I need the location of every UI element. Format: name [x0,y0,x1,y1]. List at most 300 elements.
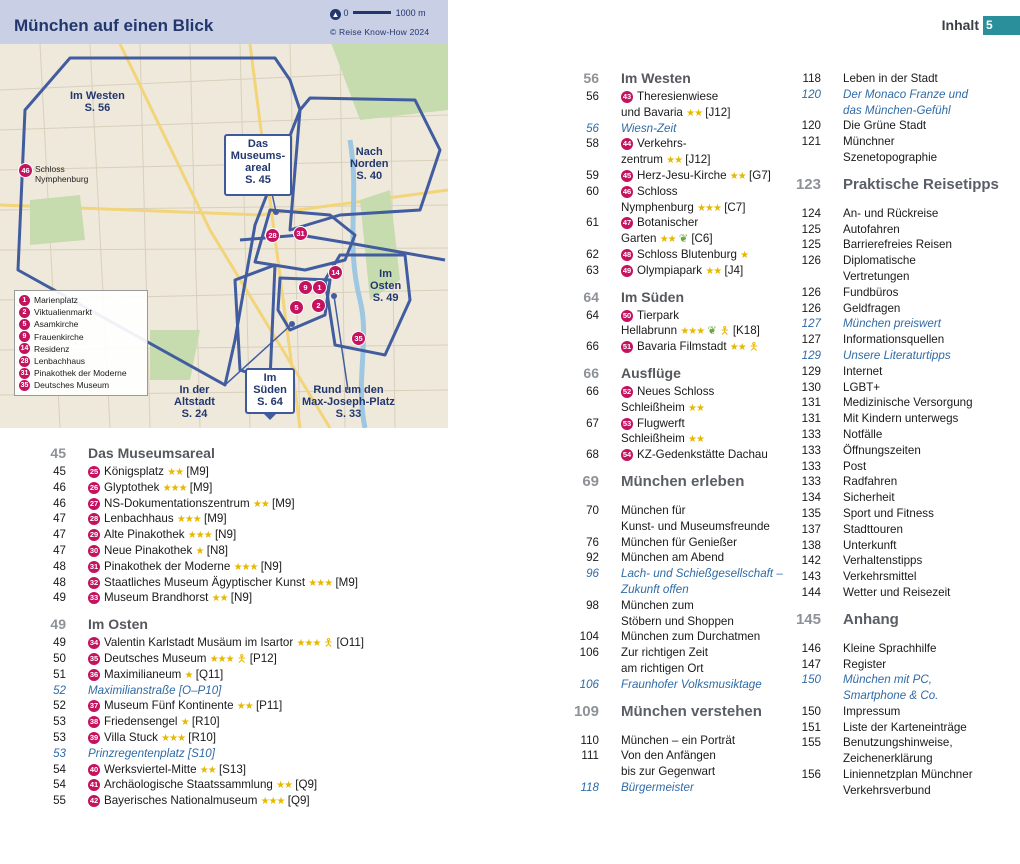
toc-entry-text [621,704,762,720]
toc-page-number: 48 [53,575,66,589]
toc-entry-text [621,733,735,749]
toc-entry[interactable] [760,134,1020,150]
toc-entry-label: Liniennetzplan Münchner [843,768,973,782]
legend-label: Pinakothek der Moderne [34,368,127,379]
toc-entry-label: München für [621,503,686,517]
map-pin-14: 14 [328,265,343,280]
toc-entry[interactable] [510,121,770,137]
toc-entry[interactable] [0,480,510,496]
toc-entry-text [88,446,215,462]
map-pin-31: 31 [293,226,308,241]
toc-page-number: 131 [801,396,821,410]
toc-entry[interactable] [0,635,510,651]
toc-entry-text [843,657,886,673]
area-box-sueden: Im Süden S. 64 [245,368,295,414]
toc-page-number: 51 [53,667,66,681]
toc-entry-text [843,443,921,459]
toc-entry[interactable] [760,688,1020,704]
toc-entry-text [843,522,903,538]
kids-icon: 🯅 [323,637,334,650]
toc-page-number: 47 [53,512,66,526]
toc-entry[interactable] [0,590,510,606]
toc-section-heading[interactable] [760,612,1020,630]
toc-entry[interactable] [760,103,1020,119]
toc-entry-text [88,575,358,592]
toc-entry[interactable] [510,447,770,463]
toc-entry[interactable] [0,496,510,512]
toc-entry[interactable] [760,380,1020,396]
toc-entry-label: Unterkunft [843,538,897,552]
sight-number-badge: 31 [89,561,99,571]
toc-entry-label: Anhang [843,610,899,628]
toc-entry[interactable] [760,269,1020,285]
toc-entry[interactable] [0,511,510,527]
toc-entry[interactable] [0,683,510,699]
rating-stars-icon: ★★★ [680,326,705,338]
toc-entry-text [843,735,953,751]
toc-entry[interactable] [510,400,770,416]
toc-entry-text [621,661,703,677]
toc-entry[interactable] [760,427,1020,443]
toc-section-heading[interactable] [510,366,770,384]
toc-entry-text [88,543,228,560]
toc-entry[interactable] [760,783,1020,799]
toc-entry-text [88,559,282,576]
toc-entry-label: Register [843,657,887,671]
toc-entry-label: Deutsches Museum [104,651,207,665]
toc-entry[interactable] [760,657,1020,673]
kids-icon: 🯅 [748,341,759,354]
toc-entry-label: Neue Pinakothek [104,543,193,557]
rating-stars-icon: ★★ [729,170,746,182]
toc-entry[interactable] [510,503,770,519]
toc-entry-text [88,651,277,668]
toc-entry[interactable] [0,464,510,480]
toc-entry-label: Geldfragen [843,301,901,315]
toc-spacer [760,630,1020,641]
sight-number-badge: 53 [622,418,632,428]
toc-entry-text [621,323,760,340]
toc-page-number: 133 [801,427,821,441]
sight-number-badge: 39 [89,732,99,742]
toc-entry-label: bis zur Gegenwart [621,765,716,779]
legend-item [19,306,143,318]
toc-entry-label: Verkehrsverbund [843,783,931,797]
toc-page-number: 131 [801,412,821,426]
toc-entry[interactable] [510,677,770,693]
toc-section-heading[interactable] [0,446,510,464]
toc-entry[interactable] [510,733,770,749]
toc-entry-label: Wiesn-Zeit [621,121,677,135]
toc-section-heading[interactable] [510,474,770,492]
toc-page-number: 53 [53,715,66,729]
toc-page-number: 121 [801,135,821,149]
toc-entry[interactable] [760,87,1020,103]
toc-entry-label: Schloss Blutenburg [637,247,737,261]
sight-number-badge: 25 [89,467,99,476]
toc-entry[interactable] [760,641,1020,657]
toc-page-number: 54 [53,762,66,776]
rating-stars-icon: ★★ [211,593,228,605]
marker-altstadt [289,321,295,327]
toc-entry[interactable] [0,793,510,809]
toc-entry[interactable] [0,559,510,575]
toc-entry[interactable] [760,71,1020,87]
toc-entry-label: Der Monaco Franze und [843,87,969,101]
legend-pin: 35 [20,382,29,390]
toc-entry-text [621,339,759,356]
toc-page-number: 60 [586,184,599,198]
sight-number-badge: 46 [622,186,632,196]
toc-entry-text [843,71,938,87]
map-pin-5: 5 [289,300,304,315]
map-grid-reference: [M9] [204,512,227,526]
toc-entry[interactable] [760,490,1020,506]
area-label-altstadt: In der Altstadt S. 24 [174,384,215,420]
toc-entry[interactable] [510,247,770,263]
toc-entry-label: An- und Rückreise [843,206,939,220]
toc-entry-text [843,569,916,585]
toc-entry[interactable] [760,735,1020,751]
toc-entry[interactable] [760,364,1020,380]
toc-entry[interactable] [760,538,1020,554]
rating-stars-icon: ★★ [236,701,253,713]
toc-entry-text [621,400,704,417]
sight-number-badge: 52 [622,386,632,396]
toc-entry[interactable] [510,384,770,400]
toc-page-number: 106 [579,677,599,691]
map-header [0,0,448,44]
toc-entry[interactable] [510,566,783,582]
toc-page-number: 49 [50,616,66,633]
toc-page-number: 138 [801,538,821,552]
toc-entry[interactable] [510,231,770,247]
toc-right-column [760,71,1020,799]
legend-pin: 2 [19,307,30,318]
map-grid-reference: [K18] [732,324,760,338]
toc-entry[interactable] [760,285,1020,301]
toc-page-number: 96 [586,567,599,581]
toc-entry[interactable] [760,704,1020,720]
toc-entry[interactable] [760,395,1020,411]
toc-entry-label: Notfälle [843,427,883,441]
toc-entry-label: Olympiapark [637,263,703,277]
toc-entry[interactable] [510,105,770,121]
toc-entry-label: am richtigen Ort [621,661,704,675]
toc-entry[interactable] [510,431,770,447]
toc-entry-label: Das Museumsareal [88,445,215,461]
sight-number-badge: 43 [622,92,632,101]
toc-entry[interactable] [760,301,1020,317]
toc-entry[interactable] [0,698,510,714]
toc-entry-label: München – ein Porträt [621,733,736,747]
toc-entry-text [621,780,694,796]
rating-stars-icon: ★★ [276,780,293,792]
map-grid-reference: [M9] [272,496,295,510]
toc-page-number: 126 [801,301,821,315]
toc-entry[interactable] [0,714,510,730]
header-title: Inhalt [941,17,979,33]
toc-entry[interactable] [0,527,510,543]
toc-entry[interactable] [760,206,1020,222]
toc-page-number: 70 [586,503,599,517]
toc-entry-text [88,617,148,633]
toc-entry[interactable] [510,748,770,764]
map-pin-9: 9 [298,280,313,295]
toc-entry[interactable] [760,237,1020,253]
toc-page-number: 155 [801,736,821,750]
north-arrow-icon: ▲ [331,10,340,19]
toc-page-number: 104 [579,630,599,644]
map-grid-reference: [R10] [191,715,220,729]
toc-entry[interactable] [760,506,1020,522]
toc-entry-label: Theresienwiese [637,90,719,103]
toc-section-heading[interactable] [510,704,770,722]
toc-entry-label: Verkehrsmittel [843,570,917,584]
toc-entry[interactable] [760,585,1020,601]
toc-page-number: 59 [586,168,599,182]
toc-page-number: 58 [586,137,599,151]
toc-entry[interactable] [510,598,770,614]
rating-stars-icon: ★ [184,669,193,681]
toc-entry[interactable] [510,263,770,279]
toc-entry[interactable] [510,614,770,630]
rating-stars-icon: ★ [195,545,204,557]
toc-entry[interactable] [760,222,1020,238]
toc-entry[interactable] [0,746,510,762]
toc-page-number: 135 [801,506,821,520]
toc-entry-text [621,764,715,780]
toc-entry-text [621,308,679,324]
toc-entry[interactable] [760,443,1020,459]
toc-page-number: 106 [579,646,599,660]
sight-number-badge: 30 [89,545,99,555]
sight-number-badge: 32 [89,577,99,587]
map-grid-reference: [N9] [214,528,237,542]
toc-entry-label: Verhaltenstipps [843,554,923,568]
toc-page-number: 66 [583,364,599,381]
toc-entry-text [843,380,880,396]
toc-entry[interactable] [0,543,510,559]
toc-spacer [510,722,770,733]
map-grid-reference: [Q11] [195,667,224,681]
toc-page-number: 125 [801,222,821,236]
marker-museumsareal [273,209,279,215]
toc-entry-text [843,688,938,704]
toc-entry-label: Neues Schloss [637,384,715,398]
toc-entry[interactable] [510,780,770,796]
toc-entry-label: Schleißheim [621,432,685,446]
toc-entry[interactable] [0,667,510,683]
toc-entry-label: Schloss [637,184,678,198]
legend-pin: 28 [20,357,29,365]
toc-entry[interactable] [510,308,770,324]
toc-entry-label: Barrierefreies Reisen [843,238,952,252]
toc-entry-text [843,222,900,238]
map-title: München auf einen Blick [14,16,214,35]
toc-entry[interactable] [510,416,770,432]
toc-page-number: 52 [53,683,66,697]
toc-entry-label: Von den Anfängen [621,749,716,763]
map-grid-reference: [C7] [724,200,746,214]
toc-page-number: 49 [53,591,66,605]
map-grid-reference: [M9] [189,480,213,494]
area-label-westen: Im Westen S. 56 [70,90,125,114]
toc-entry[interactable] [510,200,770,216]
toc-section-heading[interactable] [510,290,770,308]
sight-number-badge: 34 [89,638,99,648]
toc-entry[interactable] [760,348,1020,364]
toc-entry[interactable] [760,474,1020,490]
toc-page-number: 53 [53,730,66,744]
garden-icon: ❦ [678,233,689,246]
toc-entry[interactable] [510,136,770,152]
toc-page-number: 49 [53,636,66,650]
toc-entry-label: zentrum [621,153,663,167]
toc-entry[interactable] [760,720,1020,736]
toc-page-number: 125 [801,238,821,252]
sight-number-badge: 28 [89,514,99,524]
legend-item [19,355,143,367]
toc-entry[interactable] [760,751,1020,767]
toc-entry-text [843,332,944,348]
toc-entry[interactable] [510,168,770,184]
toc-entry-text [621,519,770,535]
toc-entry-text [843,411,958,427]
toc-page-number: 47 [53,543,66,557]
toc-entry-label: Lenbachhaus [104,512,174,526]
toc-entry-text [621,614,734,630]
toc-section-heading[interactable] [760,177,1020,195]
rating-stars-icon: ★★ [686,107,703,119]
toc-entry[interactable] [510,645,770,661]
sight-number-badge: 54 [622,450,632,460]
legend-item [19,294,143,306]
toc-entry[interactable] [0,651,510,667]
rating-stars-icon: ★★ [199,764,216,776]
toc-entry[interactable] [760,118,1020,134]
garden-icon: ❦ [707,325,717,338]
toc-spacer [0,606,510,617]
toc-entry-text [843,87,968,103]
toc-entry-label: Glyptothek [104,480,160,494]
toc-entry-text [88,714,220,731]
toc-entry[interactable] [760,522,1020,538]
toc-entry[interactable] [510,661,770,677]
toc-entry[interactable] [760,767,1020,783]
toc-entry-text [621,168,771,185]
map-legend [14,290,148,396]
toc-entry[interactable] [760,316,1020,332]
toc-entry-text [88,698,282,715]
map-copyright: © Reise Know-How 2024 [330,27,430,37]
toc-entry[interactable] [510,582,770,598]
toc-entry[interactable] [510,519,770,535]
toc-entry[interactable] [510,629,770,645]
toc-page-number: 56 [583,70,599,86]
toc-page-number: 146 [801,641,821,655]
map-pin-35: 35 [351,331,366,346]
toc-entry-label: Tierpark [637,308,680,322]
marker-max-joseph-platz [331,293,337,299]
map-grid-reference: [J12] [705,105,731,119]
toc-page-number: 46 [53,496,66,510]
toc-section-heading[interactable] [0,617,510,635]
area-label-max-joseph-platz: Rund um den Max-Joseph-Platz S. 33 [302,384,395,420]
toc-page-number: 56 [586,121,599,135]
toc-page-number: 67 [586,416,599,430]
toc-entry[interactable] [760,150,1020,166]
toc-entry[interactable] [510,550,770,566]
toc-entry-label: Prinzregentenplatz [S10] [88,746,215,760]
toc-page-number: 92 [586,551,599,565]
toc-page-number: 110 [580,733,599,747]
toc-entry[interactable] [760,332,1020,348]
toc-page-number: 129 [801,364,821,378]
toc-entry-text [88,683,221,699]
kids-icon: 🯅 [719,325,730,338]
toc-page-number: 142 [801,554,821,568]
toc-entry-text [88,464,209,481]
toc-page-number: 126 [801,254,821,268]
toc-entry[interactable] [0,777,510,793]
toc-entry-label: Pinakothek der Moderne [104,559,231,573]
toc-entry[interactable] [760,253,1020,269]
toc-entry-text [621,474,744,490]
toc-entry[interactable] [510,215,770,231]
page-number: 5 [983,16,1020,35]
map-grid-reference: [P12] [249,651,277,665]
toc-entry[interactable] [760,459,1020,475]
toc-page-number: 66 [586,384,599,398]
toc-page-number: 144 [801,585,821,599]
toc-entry[interactable] [760,672,1020,688]
map-grid-reference: [M9] [335,575,358,589]
toc-entry-text [843,585,950,601]
toc-entry[interactable] [760,569,1020,585]
sight-number-badge: 35 [89,653,99,663]
toc-entry-text [621,231,713,248]
toc-entry[interactable] [510,764,770,780]
toc-entry[interactable] [760,411,1020,427]
toc-entry[interactable] [510,89,770,105]
map-pin-1: 1 [312,280,327,295]
toc-entry-label: Internet [843,364,883,378]
map-pin-28: 28 [265,228,280,243]
toc-page-number: 126 [801,285,821,299]
area-box-museumsareal: Das Museums- areal S. 45 [224,134,292,196]
toc-entry[interactable] [510,339,770,355]
toc-entry[interactable] [0,730,510,746]
toc-entry[interactable] [0,575,510,591]
toc-section-heading[interactable] [510,71,770,89]
toc-entry[interactable] [760,553,1020,569]
rating-stars-icon: ★★ [688,402,704,414]
rating-stars-icon: ★★★ [697,202,721,214]
toc-entry[interactable] [510,184,770,200]
toc-entry-label: das München-Gefühl [843,103,951,117]
toc-entry[interactable] [510,323,770,339]
toc-entry[interactable] [510,152,770,168]
toc-entry[interactable] [0,762,510,778]
rating-stars-icon: ★★★ [176,514,201,526]
toc-entry[interactable] [510,535,770,551]
map-grid-reference: [G7] [748,168,771,182]
toc-entry-label: München für Genießer [621,535,737,549]
toc-entry-label: Maximilianeum [104,667,182,681]
right-page [510,0,1020,864]
toc-page-number: 52 [53,699,66,713]
